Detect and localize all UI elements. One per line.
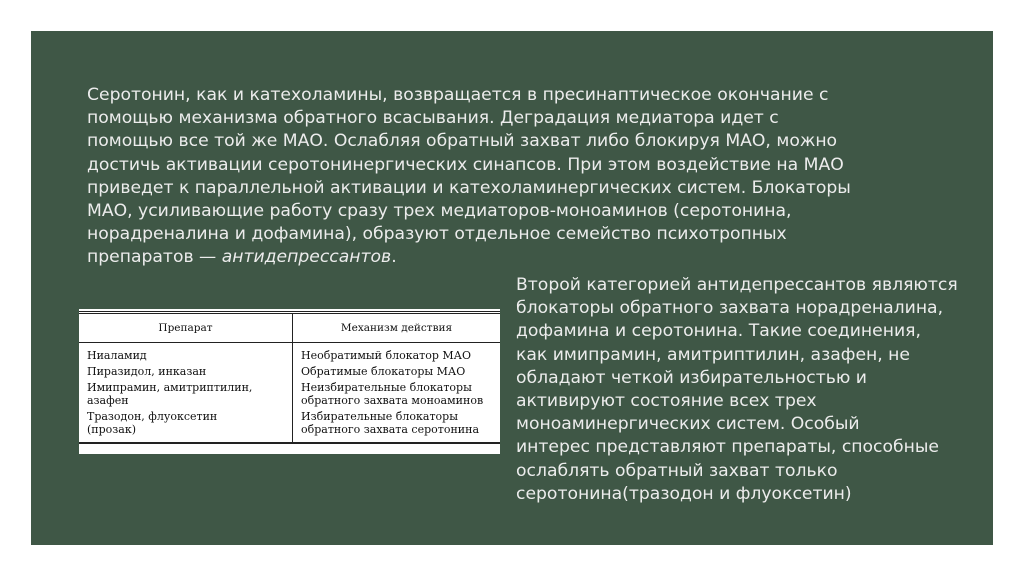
slide: [31, 31, 993, 545]
table-row: [79, 343, 500, 365]
second-paragraph-line: Второй категорией антидепрессантов являются: [516, 275, 958, 295]
drug-cell: [79, 380, 293, 409]
main-paragraph-last-line: [87, 246, 947, 269]
mechanism-cell: [293, 343, 501, 365]
table-row: [79, 409, 500, 443]
main-paragraph-line: норадреналина и дофамина), образуют отдельное семейство психотропных: [87, 224, 787, 245]
second-paragraph-line: дофамина и серотонина. Такие соединения,: [516, 321, 921, 342]
header-drug: Препарат: [79, 313, 293, 343]
drug-cell: [79, 364, 293, 380]
mechanism-text: Обратимые блокаторы МАО: [301, 365, 466, 378]
drug-text: азафен: [87, 394, 129, 407]
drug-text: (прозак): [87, 423, 137, 436]
drug-text: Пиразидол, инказан: [87, 365, 207, 378]
second-paragraph-line: серотонина(тразодон и флуоксетин): [516, 483, 852, 504]
main-paragraph: [87, 84, 947, 270]
second-paragraph-line: активируют состояние всех трех: [516, 391, 817, 412]
second-paragraph-line: блокаторы обратного захвата норадреналина,: [516, 298, 944, 319]
mechanism-text: Необратимый блокатор МАО: [301, 349, 472, 362]
drug-text: Имипрамин, амитриптилин,: [87, 381, 253, 394]
second-paragraph-line: моноаминергических систем. Особый: [516, 414, 860, 435]
second-paragraph-line: ослаблять обратный захват только: [516, 460, 838, 481]
main-paragraph-line: достичь активации серотонинергических синапсов. При этом воздействие на МАО: [87, 154, 844, 175]
mechanism-cell: [293, 380, 501, 409]
last-line-prefix: препаратов —: [87, 247, 222, 268]
drug-table: [79, 311, 500, 444]
mechanism-text: обратного захвата моноаминов: [301, 394, 484, 407]
header-mechanism: Механизм действия: [293, 313, 501, 343]
second-paragraph-line: как имипрамин, амитриптилин, азафен, не: [516, 344, 910, 365]
mechanism-cell: [293, 409, 501, 443]
second-paragraph: [516, 274, 986, 506]
mechanism-cell: [293, 364, 501, 380]
table-row: [79, 380, 500, 409]
second-paragraph-line: интерес представляют препараты, способные: [516, 437, 939, 458]
second-paragraph-line: обладают четкой избирательностью и: [516, 367, 867, 388]
antidepressants-term: антидепрессантов: [221, 247, 392, 268]
last-line-suffix: .: [391, 247, 397, 268]
mechanism-text: обратного захвата серотонина: [301, 423, 480, 436]
main-paragraph-line: приведет к параллельной активации и катехоламинергических систем. Блокаторы: [87, 177, 851, 198]
table-row: [79, 364, 500, 380]
drug-cell: [79, 343, 293, 365]
drug-text: Ниаламид: [87, 349, 147, 362]
drug-table-image: [79, 309, 500, 454]
mechanism-text: Избирательные блокаторы: [301, 410, 458, 423]
mechanism-text: Неизбирательные блокаторы: [301, 381, 472, 394]
main-paragraph-line: помощью все той же МАО. Ослабляя обратный захват либо блокируя МАО, можно: [87, 131, 838, 152]
main-paragraph-line: Серотонин, как и катехоламины, возвращается в пресинаптическое окончание с: [87, 85, 829, 105]
drug-text: Тразодон, флуоксетин: [87, 410, 218, 423]
drug-cell: [79, 409, 293, 443]
main-paragraph-line: МАО, усиливающие работу сразу трех медиаторов-моноаминов (серотонина,: [87, 201, 792, 222]
main-paragraph-line: помощью механизма обратного всасывания. Деградация медиатора идет с: [87, 108, 779, 129]
table-header-row: [79, 313, 500, 343]
